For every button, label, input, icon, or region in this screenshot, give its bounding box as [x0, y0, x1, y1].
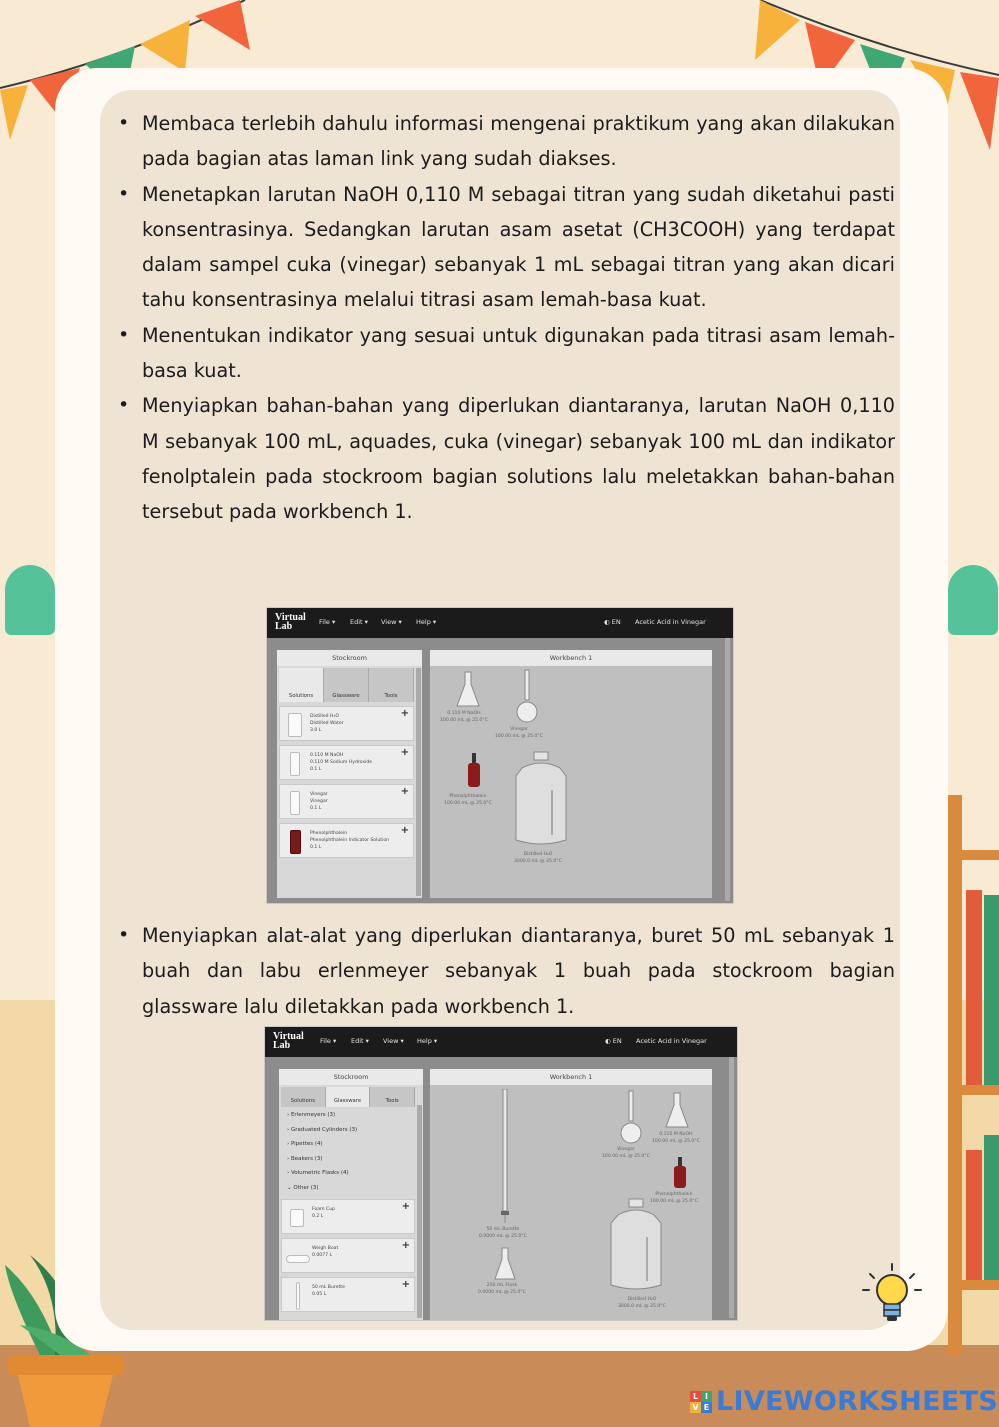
menu-file[interactable]: File ▾: [319, 618, 336, 626]
stock-item-label: Foam Cup 0.2 L: [312, 1207, 336, 1219]
menu-help[interactable]: Help ▾: [417, 1037, 438, 1045]
stock-item-label: Phenolphthalein Phenolphthalein Indicator Solution 0.1 L: [310, 831, 390, 850]
phenolphthalein-label: Phenolphthalein 100.00 mL @ 25.0°C: [650, 1192, 698, 1204]
stock-item-phenolphthalein[interactable]: [279, 823, 414, 858]
stockroom-scrollbar[interactable]: [417, 1105, 422, 1318]
stockroom-scrollbar[interactable]: [416, 668, 421, 896]
naoh-flask-icon[interactable]: [665, 1091, 689, 1129]
distilled-water-jug-icon[interactable]: [606, 1197, 666, 1295]
bookshelf-decoration: [948, 795, 999, 1355]
list-item: • Menentukan indikator yang sesuai untuk digunakan pada titrasi asam lemah-basa kuat.: [115, 318, 895, 389]
step-list-top: [115, 106, 895, 530]
right-lamp-decoration: [948, 565, 998, 635]
list-item: • Menyiapkan bahan-bahan yang diperlukan diantaranya, larutan NaOH 0,110 M sebanyak 100 mL, aquades, cuka (vinegar) sebanyak 100 mL dan indikator fenolptalein pada stockroom bagian solutions lalu meletakkan bahan-bahan tersebut pada workbench 1.: [115, 388, 895, 529]
stock-item-naoh[interactable]: [279, 745, 414, 780]
stock-item-vinegar[interactable]: [279, 784, 414, 819]
vinegar-flask-icon[interactable]: [619, 1089, 643, 1145]
virtual-lab-logo: Virtual Lab: [275, 612, 306, 632]
watermark-text: LIVEWORKSHEETS: [716, 1386, 999, 1417]
flask-label: 250 mL Flask 0.0000 mL @ 25.0°C: [478, 1283, 526, 1295]
list-item: • Membaca terlebih dahulu informasi mengenai praktikum yang akan dilakukan pada bagian atas laman link yang sudah diakses.: [115, 106, 895, 177]
stock-item-label: Weigh Boat 0.0077 L: [312, 1246, 339, 1258]
add-icon[interactable]: +: [401, 1240, 410, 1251]
tab-solutions[interactable]: Solutions: [279, 668, 324, 702]
stock-item-label: 0.110 M NaOH 0.110 M Sodium Hydroxide 0.1 L: [310, 753, 373, 772]
page-scrollbar[interactable]: [729, 1057, 734, 1318]
add-icon[interactable]: +: [400, 708, 409, 719]
category-other[interactable]: ⌄ Other (3): [287, 1185, 319, 1191]
menu-view[interactable]: View ▾: [381, 618, 402, 626]
problem-title: Acetic Acid in Vinegar: [635, 618, 706, 626]
distilled-water-label: Distilled H₂O 3000.0 mL @ 25.0°C: [514, 852, 562, 864]
left-lamp-decoration: [5, 565, 55, 635]
stock-item-label: 50 mL Burette 0.05 L: [312, 1285, 345, 1297]
list-item: • Menetapkan larutan NaOH 0,110 M sebagai titran yang sudah diketahui pasti konsentrasinya. Sedangkan larutan asam asetat (CH3COOH) yang terdapat dalam sampel cuka (vinegar) sebanyak 1 mL sebagai titran yang akan dicari tahu konsentrasinya melalui titrasi asam lemah-basa kuat.: [115, 177, 895, 318]
add-icon[interactable]: +: [400, 786, 409, 797]
dropper-bottle-icon: [290, 830, 301, 854]
list-item: • Menyiapkan alat-alat yang diperlukan diantaranya, buret 50 mL sebanyak 1 buah dan labu erlenmeyer sebanyak 1 buah pada stockroom bagian glassware lalu diletakkan pada workbench 1.: [115, 918, 895, 1024]
language-selector[interactable]: ◐ EN: [604, 618, 621, 626]
erlenmeyer-flask-icon[interactable]: [494, 1247, 516, 1281]
distilled-water-jug-icon[interactable]: [510, 750, 572, 850]
category-graduated-cylinders[interactable]: › Graduated Cylinders (3): [287, 1127, 358, 1133]
phenolphthalein-bottle-icon[interactable]: [467, 753, 481, 789]
workbench-title: Workbench 1: [430, 650, 712, 666]
problem-title: Acetic Acid in Vinegar: [636, 1037, 707, 1045]
menu-view[interactable]: View ▾: [383, 1037, 404, 1045]
step-list-bottom: [115, 918, 895, 1024]
tab-glassware[interactable]: Glassware: [326, 1087, 371, 1107]
workbench-title: Workbench 1: [430, 1069, 712, 1085]
stock-item-burette[interactable]: [281, 1277, 415, 1312]
stock-item-distilled-water[interactable]: [279, 706, 414, 741]
virtual-lab-topbar: [267, 608, 733, 638]
vinegar-label: Vinegar 100.00 mL @ 25.0°C: [602, 1147, 650, 1159]
distilled-water-label: Distilled H₂O 3000.0 mL @ 25.0°C: [618, 1297, 666, 1309]
vinegar-label: Vinegar 100.00 mL @ 25.0°C: [495, 727, 543, 739]
tab-glassware[interactable]: Glassware: [324, 668, 369, 702]
liveworksheets-logo-icon: L I V E: [690, 1391, 712, 1413]
tab-tools[interactable]: Tools: [370, 1087, 415, 1107]
page-scrollbar[interactable]: [725, 638, 730, 901]
bottle-icon: [290, 752, 300, 776]
tab-tools[interactable]: Tools: [369, 668, 414, 702]
naoh-label: 0.110 M NaOH 100.00 mL @ 25.0°C: [652, 1132, 700, 1144]
virtual-lab-screenshot-glassware: [264, 1026, 738, 1321]
stockroom-tabs: [281, 1087, 415, 1107]
stock-item-weigh-boat[interactable]: [281, 1238, 415, 1273]
menu-help[interactable]: Help ▾: [416, 618, 437, 626]
workbench-panel[interactable]: [430, 650, 712, 898]
add-icon[interactable]: +: [400, 747, 409, 758]
burette-label: 50 mL Burette 0.0000 mL @ 25.0°C: [479, 1227, 527, 1239]
workbench-panel[interactable]: [430, 1069, 712, 1320]
menu-file[interactable]: File ▾: [320, 1037, 337, 1045]
virtual-lab-topbar: [265, 1027, 737, 1057]
stockroom-panel: [279, 1069, 423, 1320]
virtual-lab-body: [265, 1057, 737, 1320]
stock-item-label: Distilled H₂O Distilled Water 3.0 L: [310, 714, 344, 733]
virtual-lab-logo: Virtual Lab: [273, 1031, 304, 1051]
add-icon[interactable]: +: [400, 825, 409, 836]
phenolphthalein-bottle-icon[interactable]: [673, 1157, 687, 1189]
virtual-lab-body: [267, 638, 733, 903]
naoh-flask-icon[interactable]: [456, 670, 480, 708]
menu-edit[interactable]: Edit ▾: [351, 1037, 369, 1045]
stockroom-tabs: [279, 668, 414, 702]
liveworksheets-watermark: [690, 1386, 998, 1417]
vinegar-flask-icon[interactable]: [515, 668, 539, 724]
category-beakers[interactable]: › Beakers (3): [287, 1156, 323, 1162]
stockroom-panel: [277, 650, 422, 898]
cup-icon: [290, 1209, 304, 1227]
stockroom-title: Stockroom: [279, 1069, 423, 1085]
category-volumetric-flasks[interactable]: › Volumetric Flasks (4): [287, 1170, 349, 1176]
tab-solutions[interactable]: Solutions: [281, 1087, 326, 1107]
language-selector[interactable]: ◐ EN: [605, 1037, 622, 1045]
naoh-label: 0.110 M NaOH 100.00 mL @ 25.0°C: [440, 711, 488, 723]
stock-item-label: Vinegar Vinegar 0.1 L: [310, 792, 328, 811]
weigh-boat-icon: [286, 1255, 310, 1263]
category-pipettes[interactable]: › Pipettes (4): [287, 1141, 323, 1147]
add-icon[interactable]: +: [401, 1201, 410, 1212]
add-icon[interactable]: +: [401, 1279, 410, 1290]
burette-icon: [296, 1282, 300, 1310]
menu-edit[interactable]: Edit ▾: [350, 618, 368, 626]
category-erlenmeyers[interactable]: › Erlenmeyers (3): [287, 1112, 336, 1118]
water-jug-icon: [288, 713, 302, 737]
virtual-lab-screenshot-solutions: [266, 607, 734, 904]
stock-item-foam-cup[interactable]: [281, 1199, 415, 1234]
flask-icon: [290, 791, 300, 815]
stockroom-title: Stockroom: [277, 650, 422, 666]
burette-icon[interactable]: [500, 1089, 510, 1223]
phenolphthalein-label: Phenolphthalein 100.00 mL @ 25.0°C: [444, 794, 492, 806]
lightbulb-icon: [860, 1262, 924, 1332]
